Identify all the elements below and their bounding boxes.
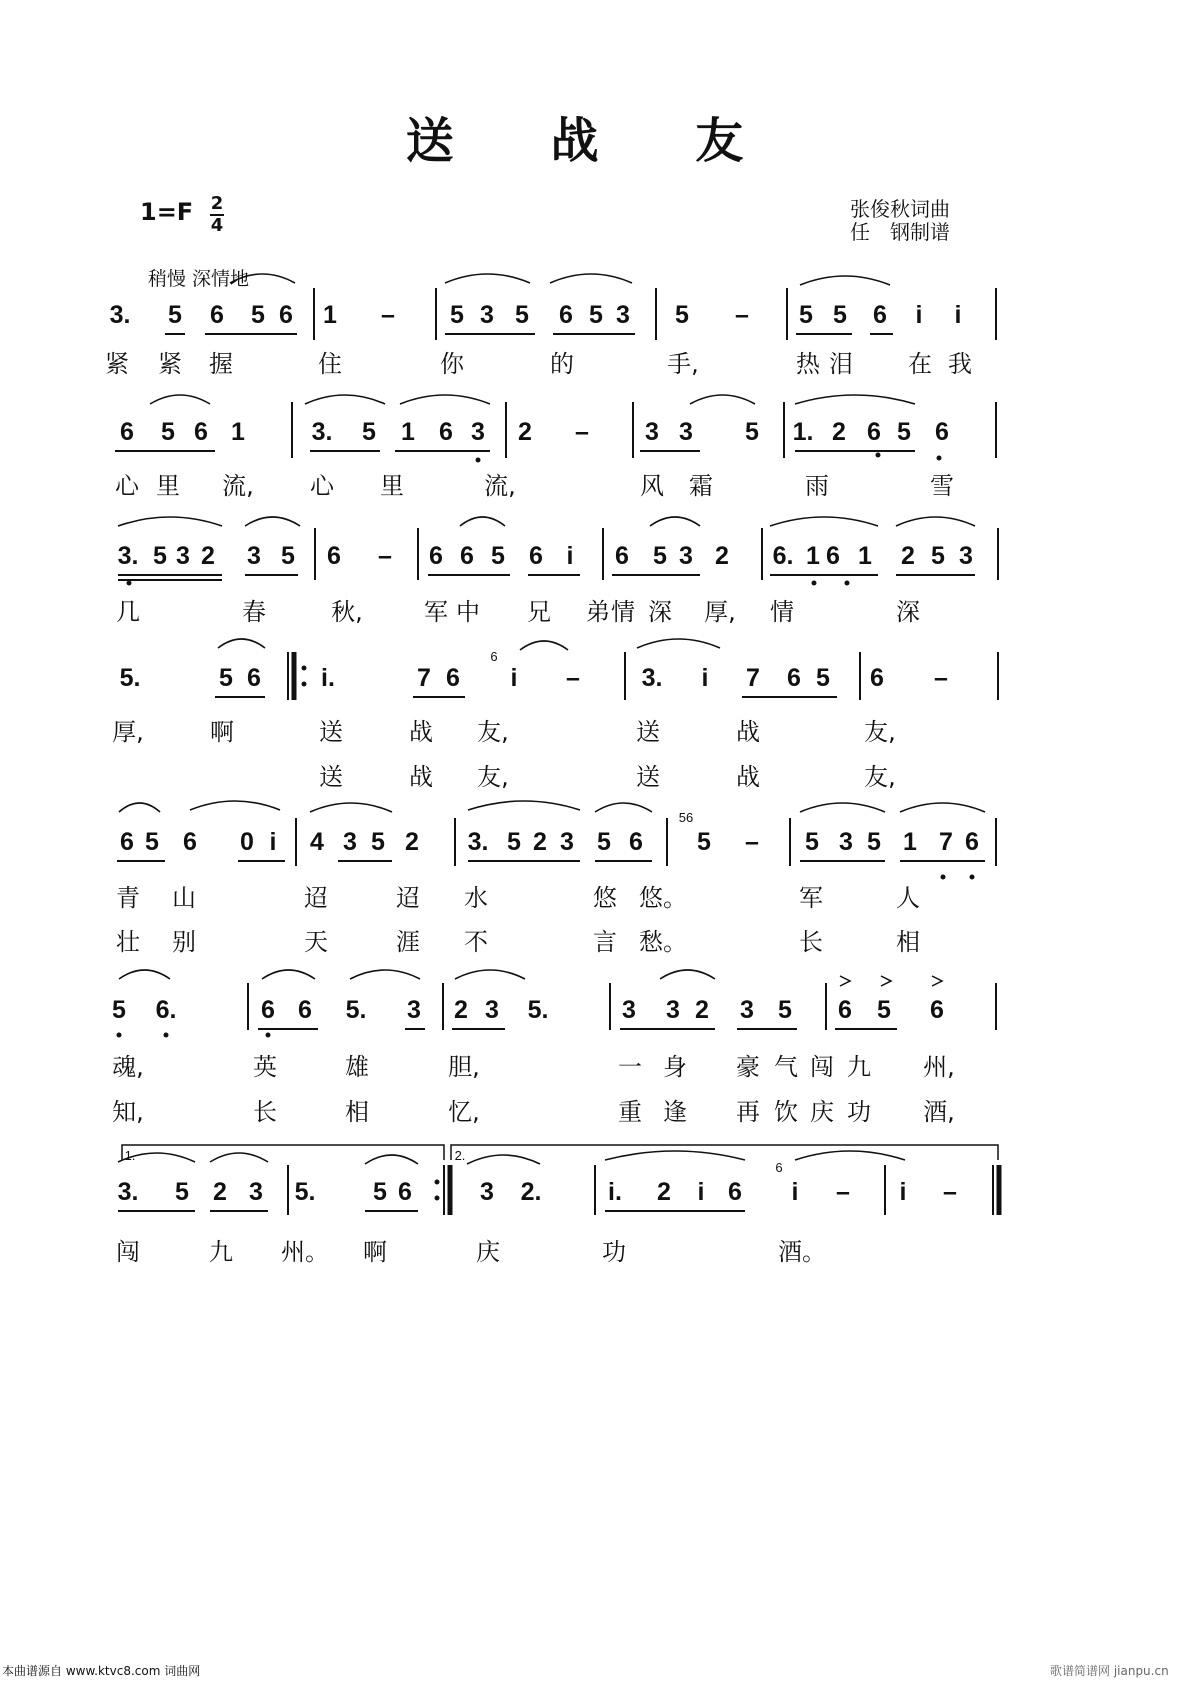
- lyric-4-1-0: 壮: [116, 928, 140, 956]
- note-1-0: 6: [120, 418, 134, 446]
- note-6-2: 2: [213, 1178, 227, 1206]
- note-6-1: 5: [175, 1178, 189, 1206]
- note-5-1: 6.: [155, 996, 177, 1024]
- note-5-6: 2: [454, 996, 468, 1024]
- note-4-8: 2: [405, 828, 419, 856]
- note-2-1: 5: [153, 542, 167, 570]
- slur-33: [467, 1155, 540, 1164]
- note-3-11: 6: [787, 664, 801, 692]
- slur-15: [218, 639, 265, 648]
- note-2-8: 6: [429, 542, 443, 570]
- lyric-5-1-10: 酒,: [923, 1098, 955, 1126]
- note-5-5: 3: [407, 996, 421, 1024]
- lyric-4-0-3: 迢: [396, 884, 420, 912]
- slur-32: [365, 1155, 418, 1164]
- slur-9: [118, 517, 222, 526]
- lyric-1-0-6: 风: [640, 472, 664, 500]
- note-6-10: 2: [657, 1178, 671, 1206]
- note-2-3: 2: [201, 542, 215, 570]
- note-4-10: 5: [507, 828, 521, 856]
- note-5-11: 2: [695, 996, 709, 1024]
- note-0-8: 3: [480, 301, 494, 329]
- note-3-8: 3.: [641, 664, 663, 692]
- lyric-4-0-4: 水: [464, 884, 488, 912]
- slur-35: [795, 1151, 905, 1160]
- lyric-3-0-0: 厚,: [112, 718, 144, 746]
- note-6-5: 5: [373, 1178, 387, 1206]
- note-3-2: 6: [247, 664, 261, 692]
- note-2-18: 1: [806, 542, 820, 570]
- note-5-3: 6: [298, 996, 312, 1024]
- note-4-16: –: [745, 828, 759, 856]
- lyric-2-0-2: 秋,: [331, 598, 363, 626]
- note-0-18: i: [915, 301, 923, 329]
- lyric-0-0-8: 泪: [829, 350, 853, 378]
- lyric-0-0-3: 住: [318, 350, 342, 378]
- lyric-5-0-10: 州,: [923, 1053, 955, 1081]
- lyric-4-1-1: 别: [172, 928, 196, 956]
- lyric-2-0-3: 军: [424, 598, 448, 626]
- lyric-5-1-8: 庆: [810, 1098, 834, 1126]
- lyric-5-1-0: 知,: [112, 1098, 144, 1126]
- note-4-15: 5: [697, 828, 711, 856]
- note-2-5: 5: [281, 542, 295, 570]
- lyric-0-0-10: 我: [948, 350, 972, 378]
- note-5-16: 6: [930, 996, 944, 1024]
- note-1-16: 6: [867, 418, 881, 446]
- note-4-3: 0: [240, 828, 254, 856]
- grace-note-system7: 6: [775, 1160, 783, 1175]
- note-6-15: i: [899, 1178, 907, 1206]
- repeat-dot-1: [302, 666, 307, 671]
- time-signature-top: 2: [210, 193, 224, 214]
- lyric-5-1-6: 再: [736, 1098, 760, 1126]
- note-5-7: 3: [485, 996, 499, 1024]
- note-0-17: 6: [873, 301, 887, 329]
- note-2-20: 1: [858, 542, 872, 570]
- note-2-21: 2: [901, 542, 915, 570]
- note-2-23: 3: [959, 542, 973, 570]
- note-4-13: 5: [597, 828, 611, 856]
- lyric-2-0-6: 弟: [586, 598, 610, 626]
- lyric-5-0-8: 闯: [810, 1053, 834, 1081]
- repeat-dot-2: [302, 682, 307, 687]
- repeat-end-dot-2: [435, 1196, 440, 1201]
- slur-21: [468, 801, 580, 810]
- note-1-5: 5: [362, 418, 376, 446]
- note-6-3: 3: [249, 1178, 263, 1206]
- slur-8: [795, 395, 915, 404]
- volta-1-bracket: [122, 1145, 444, 1160]
- slur-29: [660, 970, 715, 979]
- octave-dot-3: [127, 581, 132, 586]
- lyric-4-1-6: 愁。: [639, 928, 687, 956]
- note-5-9: 3: [622, 996, 636, 1024]
- tempo-marking: 稍慢 深情地: [148, 268, 250, 290]
- note-4-12: 3: [560, 828, 574, 856]
- lyric-3-1-1: 战: [409, 763, 433, 791]
- note-6-6: 6: [398, 1178, 412, 1206]
- lyric-3-1-3: 送: [636, 763, 660, 791]
- octave-dot-2: [937, 456, 942, 461]
- note-6-14: –: [836, 1178, 850, 1206]
- note-2-22: 5: [931, 542, 945, 570]
- lyric-5-0-7: 气: [774, 1053, 798, 1081]
- note-0-1: 5: [168, 301, 182, 329]
- slur-3: [800, 276, 890, 285]
- note-6-13: i: [791, 1178, 799, 1206]
- lyric-2-0-8: 深: [648, 598, 672, 626]
- note-1-13: 5: [745, 418, 759, 446]
- lyric-5-1-1: 长: [253, 1098, 277, 1126]
- note-3-1: 5: [219, 664, 233, 692]
- lyric-4-0-2: 迢: [304, 884, 328, 912]
- lyric-1-0-0: 心: [115, 472, 139, 500]
- note-0-0: 3.: [109, 301, 131, 329]
- lyric-2-0-9: 厚,: [704, 598, 736, 626]
- lyric-3-0-5: 送: [636, 718, 660, 746]
- note-3-4: 7: [417, 664, 431, 692]
- lyric-4-0-8: 人: [896, 884, 920, 912]
- lyric-0-0-7: 热: [796, 350, 820, 378]
- accent-1: [881, 976, 891, 986]
- slur-13: [770, 517, 878, 526]
- note-2-4: 3: [247, 542, 261, 570]
- slur-27: [350, 970, 420, 979]
- slur-14: [896, 517, 975, 526]
- lyric-3-0-2: 送: [319, 718, 343, 746]
- note-0-11: 5: [589, 301, 603, 329]
- note-1-11: 3: [645, 418, 659, 446]
- lyric-4-1-4: 不: [464, 928, 488, 956]
- lyric-5-0-6: 豪: [736, 1053, 760, 1081]
- note-0-14: –: [735, 301, 749, 329]
- lyric-1-0-8: 雨: [805, 472, 829, 500]
- lyric-0-0-1: 紧: [158, 350, 182, 378]
- credit-composer: 张俊秋词曲: [850, 197, 950, 221]
- lyric-0-0-0: 紧: [105, 350, 129, 378]
- volta-2-label: 2.: [454, 1148, 466, 1163]
- lyric-4-1-7: 长: [799, 928, 823, 956]
- lyric-3-0-4: 友,: [477, 718, 509, 746]
- note-2-15: 3: [679, 542, 693, 570]
- slur-16: [637, 639, 720, 648]
- slur-31: [210, 1153, 268, 1162]
- slur-28: [455, 970, 525, 979]
- note-2-13: 6: [615, 542, 629, 570]
- note-1-14: 1.: [792, 418, 814, 446]
- note-1-3: 1: [231, 418, 245, 446]
- note-1-17: 5: [897, 418, 911, 446]
- lyric-0-0-9: 在: [908, 350, 932, 378]
- octave-dot-9: [164, 1033, 169, 1038]
- octave-dot-4: [812, 581, 817, 586]
- slur-17: [520, 641, 568, 650]
- note-4-17: 5: [805, 828, 819, 856]
- lyric-3-1-0: 送: [319, 763, 343, 791]
- note-4-5: 4: [310, 828, 324, 856]
- note-1-18: 6: [935, 418, 949, 446]
- note-3-5: 6: [446, 664, 460, 692]
- note-5-13: 5: [778, 996, 792, 1024]
- octave-dot-0: [476, 458, 481, 463]
- note-3-0: 5.: [119, 664, 141, 692]
- slur-2: [550, 274, 632, 283]
- lyric-1-0-5: 流,: [484, 472, 516, 500]
- slur-10: [245, 517, 300, 526]
- slur-4: [150, 395, 210, 404]
- note-6-9: i.: [608, 1178, 622, 1206]
- note-0-2: 6: [210, 301, 224, 329]
- lyric-5-0-5: 身: [663, 1053, 687, 1081]
- lyric-4-1-8: 相: [896, 928, 920, 956]
- lyric-5-1-9: 功: [847, 1098, 871, 1126]
- lyric-2-0-10: 情: [770, 598, 794, 626]
- lyric-5-1-5: 逢: [663, 1098, 687, 1126]
- slur-1: [445, 274, 530, 283]
- lyric-6-0-2: 州。: [281, 1238, 329, 1266]
- note-4-4: i: [269, 828, 277, 856]
- note-5-12: 3: [740, 996, 754, 1024]
- lyric-0-0-2: 握: [209, 350, 233, 378]
- slur-25: [119, 970, 170, 979]
- note-1-6: 1: [401, 418, 415, 446]
- slur-26: [262, 970, 315, 979]
- slur-0: [230, 274, 295, 283]
- slur-34: [605, 1151, 745, 1160]
- note-0-9: 5: [515, 301, 529, 329]
- note-1-8: 3: [471, 418, 485, 446]
- note-2-17: 6.: [772, 542, 794, 570]
- slur-20: [310, 803, 392, 812]
- slur-7: [690, 395, 755, 404]
- lyric-5-0-3: 胆,: [448, 1053, 480, 1081]
- lyric-3-1-2: 友,: [477, 763, 509, 791]
- note-6-16: –: [943, 1178, 957, 1206]
- lyric-4-1-5: 言: [593, 928, 617, 956]
- slur-18: [119, 803, 160, 812]
- note-0-6: –: [381, 301, 395, 329]
- repeat-end-dot-1: [435, 1180, 440, 1185]
- slur-5: [305, 395, 385, 404]
- lyric-5-1-7: 饮: [774, 1098, 798, 1126]
- lyric-6-0-3: 啊: [363, 1238, 387, 1266]
- note-3-6: i: [510, 664, 518, 692]
- lyric-6-0-6: 酒。: [778, 1238, 826, 1266]
- note-3-7: –: [566, 664, 580, 692]
- note-1-10: –: [575, 418, 589, 446]
- note-1-1: 5: [161, 418, 175, 446]
- note-4-11: 2: [533, 828, 547, 856]
- lyric-5-0-4: 一: [618, 1053, 642, 1081]
- lyric-2-0-11: 深: [896, 598, 920, 626]
- lyric-2-0-1: 春: [242, 598, 266, 626]
- lyric-6-0-4: 庆: [476, 1238, 500, 1266]
- note-0-5: 1: [323, 301, 337, 329]
- note-0-3: 5: [251, 301, 265, 329]
- slur-22: [595, 803, 652, 812]
- note-3-13: 6: [870, 664, 884, 692]
- note-0-15: 5: [799, 301, 813, 329]
- lyric-2-0-4: 中: [456, 598, 480, 626]
- time-signature-bottom: 4: [210, 215, 224, 236]
- note-6-7: 3: [480, 1178, 494, 1206]
- note-4-20: 1: [903, 828, 917, 856]
- note-2-0: 3.: [117, 542, 139, 570]
- volta-1-label: 1.: [124, 1148, 136, 1163]
- note-4-1: 5: [145, 828, 159, 856]
- footer-source: 本曲谱源自 www.ktvc8.com 词曲网: [2, 1664, 201, 1678]
- lyric-4-0-0: 青: [116, 884, 140, 912]
- lyric-1-0-9: 雪: [930, 472, 954, 500]
- octave-dot-6: [941, 875, 946, 880]
- grace-note-system4: 6: [490, 649, 498, 664]
- note-1-9: 2: [518, 418, 532, 446]
- lyric-3-1-4: 战: [736, 763, 760, 791]
- octave-dot-5: [845, 581, 850, 586]
- note-0-10: 6: [559, 301, 573, 329]
- lyric-6-0-1: 九: [209, 1238, 233, 1266]
- lyric-1-0-3: 心: [310, 472, 334, 500]
- lyric-5-0-9: 九: [847, 1053, 871, 1081]
- volta-2-bracket: [451, 1145, 998, 1160]
- lyric-3-0-1: 啊: [210, 718, 234, 746]
- lyric-0-0-6: 手,: [667, 350, 699, 378]
- lyric-4-1-3: 涯: [396, 928, 420, 956]
- lyric-5-1-2: 相: [345, 1098, 369, 1126]
- credit-transcriber: 任 钢制谱: [850, 220, 950, 244]
- song-title: 送 战 友: [405, 113, 784, 169]
- key-signature: 1=F: [140, 198, 194, 226]
- lyric-4-0-1: 山: [172, 884, 196, 912]
- note-2-16: 2: [715, 542, 729, 570]
- lyric-4-0-6: 悠。: [639, 884, 687, 912]
- note-0-12: 3: [616, 301, 630, 329]
- accent-0: [840, 976, 850, 986]
- note-0-4: 6: [279, 301, 293, 329]
- note-3-9: i: [701, 664, 709, 692]
- lyric-5-0-1: 英: [253, 1053, 277, 1081]
- slur-12: [650, 517, 700, 526]
- note-4-22: 6: [965, 828, 979, 856]
- note-1-7: 6: [439, 418, 453, 446]
- note-5-15: 5: [877, 996, 891, 1024]
- lyric-1-0-1: 里: [156, 472, 180, 500]
- note-4-6: 3: [343, 828, 357, 856]
- lyric-0-0-4: 你: [440, 350, 464, 378]
- note-0-16: 5: [833, 301, 847, 329]
- note-2-11: 6: [529, 542, 543, 570]
- note-4-0: 6: [120, 828, 134, 856]
- lyric-4-0-5: 悠: [593, 884, 617, 912]
- octave-dot-10: [266, 1033, 271, 1038]
- slur-23: [800, 803, 885, 812]
- lyric-3-0-3: 战: [409, 718, 433, 746]
- lyric-5-1-3: 忆,: [448, 1098, 480, 1126]
- note-5-2: 6: [261, 996, 275, 1024]
- note-5-0: 5: [112, 996, 126, 1024]
- note-4-21: 7: [939, 828, 953, 856]
- lyric-4-1-2: 天: [304, 928, 328, 956]
- octave-dot-7: [970, 875, 975, 880]
- note-5-4: 5.: [345, 996, 367, 1024]
- lyric-3-0-7: 友,: [864, 718, 896, 746]
- note-1-12: 3: [679, 418, 693, 446]
- lyric-1-0-2: 流,: [222, 472, 254, 500]
- note-6-0: 3.: [117, 1178, 139, 1206]
- octave-dot-8: [117, 1033, 122, 1038]
- note-6-11: i: [697, 1178, 705, 1206]
- lyric-5-0-2: 雄: [345, 1053, 369, 1081]
- note-5-10: 3: [666, 996, 680, 1024]
- slur-24: [900, 803, 985, 812]
- lyric-3-1-5: 友,: [864, 763, 896, 791]
- note-3-3: i.: [321, 664, 335, 692]
- note-4-14: 6: [629, 828, 643, 856]
- lyric-2-0-7: 情: [611, 598, 635, 626]
- lyric-3-0-6: 战: [736, 718, 760, 746]
- note-2-19: 6: [826, 542, 840, 570]
- note-4-2: 6: [183, 828, 197, 856]
- note-6-8: 2.: [520, 1178, 542, 1206]
- lyric-5-0-0: 魂,: [112, 1053, 144, 1081]
- note-6-4: 5.: [294, 1178, 316, 1206]
- note-2-9: 6: [460, 542, 474, 570]
- lyric-5-1-4: 重: [618, 1098, 642, 1126]
- note-5-14: 6: [838, 996, 852, 1024]
- note-0-13: 5: [675, 301, 689, 329]
- note-4-9: 3.: [467, 828, 489, 856]
- slur-11: [460, 517, 505, 526]
- slur-6: [400, 395, 490, 404]
- lyric-2-0-5: 兄: [527, 598, 551, 626]
- footer-watermark: 歌谱简谱网 jianpu.cn: [1050, 1664, 1169, 1678]
- note-5-8: 5.: [527, 996, 549, 1024]
- note-1-15: 2: [832, 418, 846, 446]
- lyric-6-0-0: 闯: [116, 1238, 140, 1266]
- note-6-12: 6: [728, 1178, 742, 1206]
- note-2-12: i: [566, 542, 574, 570]
- note-0-7: 5: [450, 301, 464, 329]
- slur-19: [190, 801, 280, 810]
- accent-2: [932, 976, 942, 986]
- lyric-6-0-5: 功: [602, 1238, 626, 1266]
- note-2-10: 5: [491, 542, 505, 570]
- note-2-2: 3: [176, 542, 190, 570]
- lyric-2-0-0: 几: [116, 598, 140, 626]
- note-4-18: 3: [839, 828, 853, 856]
- lyric-0-0-5: 的: [550, 350, 574, 378]
- octave-dot-1: [876, 453, 881, 458]
- note-2-6: 6: [327, 542, 341, 570]
- note-2-14: 5: [653, 542, 667, 570]
- lyric-4-0-7: 军: [799, 884, 823, 912]
- note-0-19: i: [954, 301, 962, 329]
- note-3-12: 5: [816, 664, 830, 692]
- grace-note-system5: 56: [678, 810, 694, 825]
- note-1-2: 6: [194, 418, 208, 446]
- note-4-7: 5: [371, 828, 385, 856]
- lyric-1-0-7: 霜: [689, 472, 713, 500]
- note-4-19: 5: [867, 828, 881, 856]
- note-2-7: –: [378, 542, 392, 570]
- note-3-14: –: [934, 664, 948, 692]
- note-1-4: 3.: [311, 418, 333, 446]
- lyric-1-0-4: 里: [380, 472, 404, 500]
- note-3-10: 7: [746, 664, 760, 692]
